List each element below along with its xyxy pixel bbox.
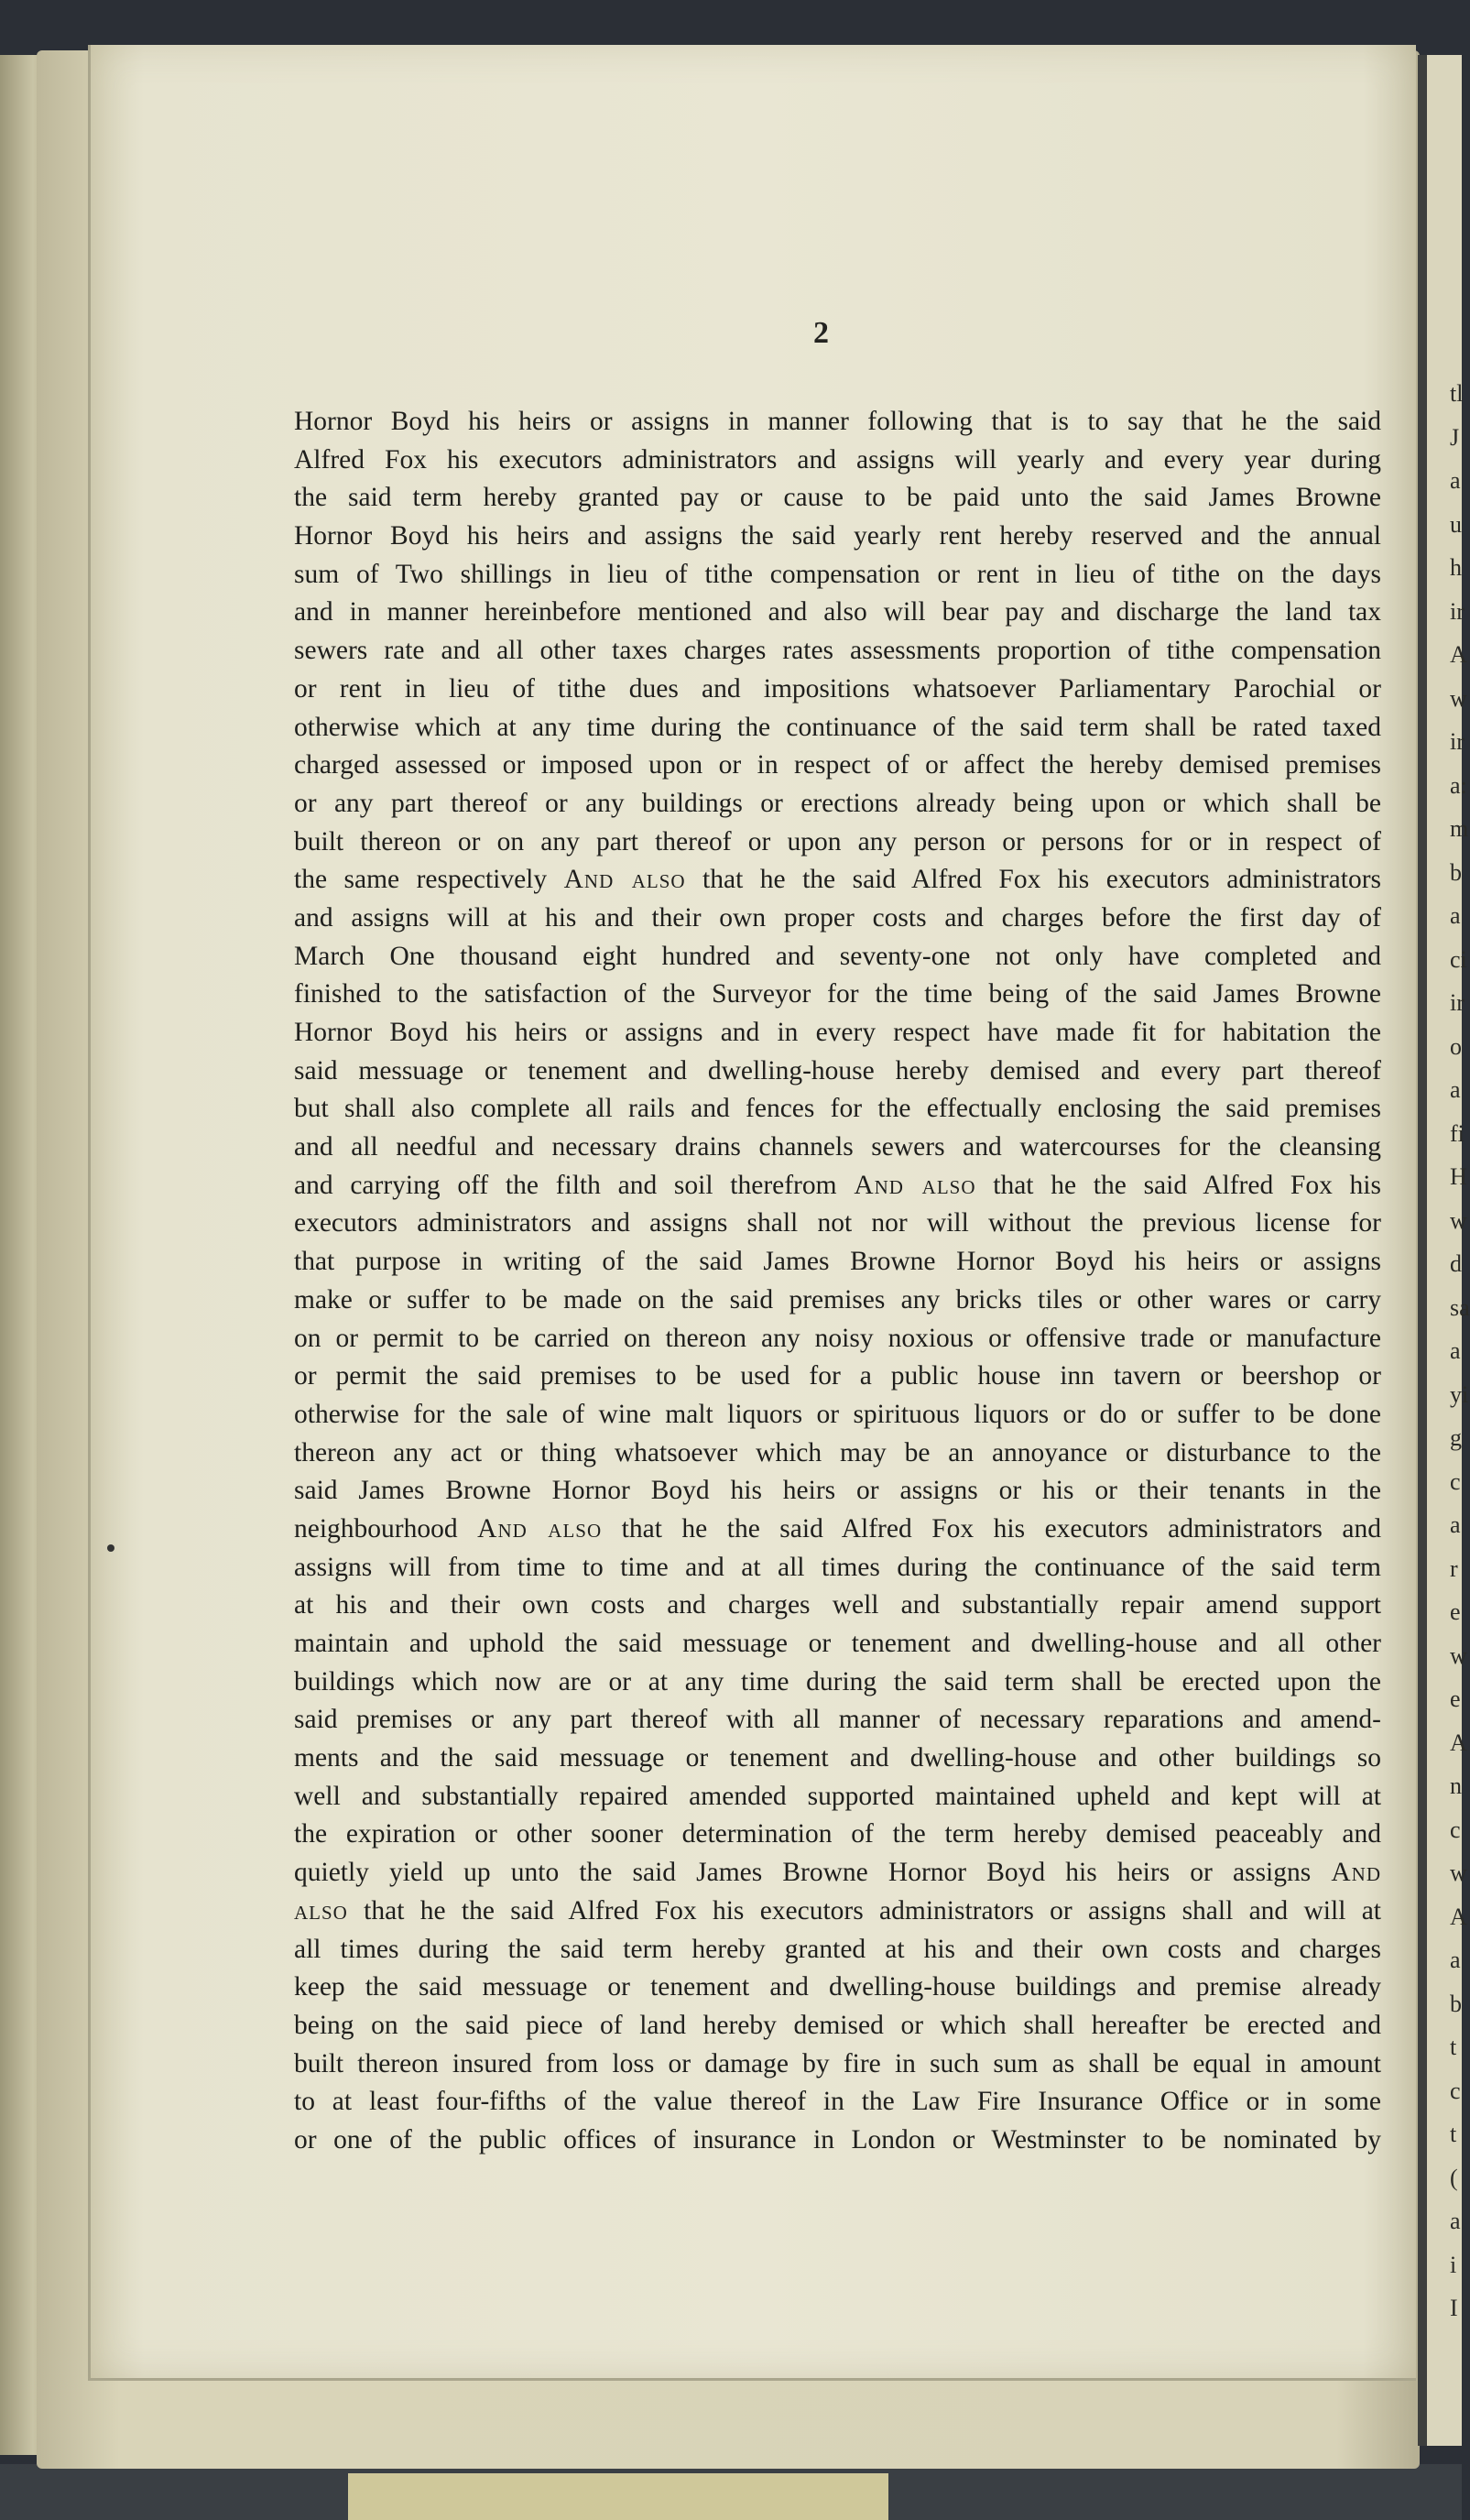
next-page-fragment: b	[1450, 1990, 1462, 2017]
next-page-fragment: yi	[1450, 1380, 1469, 1408]
text-line: said premises or any part thereof with all manner of necessary reparations and amend-	[294, 1705, 1381, 1735]
text-line: on or permit to be carried on thereon any noisy noxious or offensive trade or manufacture	[294, 1323, 1381, 1353]
text-line: said messuage or tenement and dwelling-house hereby demised and every part thereof	[294, 1055, 1381, 1085]
text-line: or one of the public offices of insurance in London or Westminster to be nominated by	[294, 2124, 1381, 2155]
text-line: that purpose in writing of the said James Browne Hornor Boyd his heirs or assigns	[294, 1247, 1381, 1277]
paper-tab	[348, 2473, 888, 2520]
next-page-fragment: ir	[1450, 989, 1465, 1016]
text-line: and in manner hereinbefore mentioned and also will bear pay and discharge the land tax	[294, 597, 1381, 627]
next-page-fragment: fi	[1450, 1119, 1465, 1147]
next-page-fragment: w	[1450, 1860, 1467, 1886]
next-page-fragment: t	[1450, 2034, 1457, 2060]
next-page-fragment: g	[1450, 1424, 1462, 1451]
next-page-fragment: a	[1450, 1076, 1461, 1103]
next-page-fragment: A	[1450, 1729, 1467, 1756]
text-line: at his and their own costs and charges well and substantially repair amend support	[294, 1590, 1381, 1620]
next-page-fragment: n	[1450, 1773, 1462, 1799]
text-line: March One thousand eight hundred and seventy-one not only have completed and	[294, 941, 1381, 971]
ink-mark	[107, 1544, 114, 1552]
text-line: or permit the said premises to be used for a public house inn tavern or beershop or	[294, 1361, 1381, 1391]
next-page-fragment: a	[1450, 1947, 1461, 1973]
next-page-fragment: b	[1450, 858, 1462, 886]
text-line: to at least four-fifths of the value thereof in the Law Fire Insurance Office or in some	[294, 2087, 1381, 2117]
next-page-fragment: A	[1450, 641, 1467, 668]
text-line: keep the said messuage or tenement and dwelling-house buildings and premise already	[294, 1972, 1381, 2002]
text-line: but shall also complete all rails and fences for the effectually enclosing the said premises	[294, 1094, 1381, 1124]
text-line: make or suffer to be made on the said premises any bricks tiles or other wares or carry	[294, 1284, 1381, 1315]
text-line: built thereon or on any part thereof or upon any person or persons for or in respect of	[294, 826, 1381, 856]
text-line: built thereon insured from loss or damage by fire in such sum as shall be equal in amount	[294, 2048, 1381, 2078]
text-line: all times during the said term hereby granted at his and their own costs and charges	[294, 1934, 1381, 1964]
next-page-fragment: u	[1450, 510, 1462, 538]
next-page-fragment: w	[1450, 684, 1467, 712]
next-page-fragment: d	[1450, 1250, 1462, 1277]
next-page-fragment: a:	[1450, 771, 1467, 799]
page-number: 2	[813, 316, 829, 350]
next-page-fragment: c	[1450, 1816, 1461, 1843]
document-body	[294, 403, 1381, 2160]
next-page-fragment: r	[1450, 1555, 1458, 1582]
text-line: sewers rate and all other taxes charges rates assessments proportion of tithe compensation	[294, 636, 1381, 666]
text-line: neighbourhood And also that he the said Alfred Fox his executors administrators and	[294, 1513, 1382, 1544]
text-line: quietly yield up unto the said James Browne Hornor Boyd his heirs or assigns And	[294, 1858, 1381, 1888]
text-line: assigns will from time to time and at all times during the continuance of the said term	[294, 1552, 1381, 1582]
text-line: the expiration or other sooner determination of the term hereby demised peaceably and	[294, 1819, 1381, 1849]
next-page-fragment: (	[1450, 2164, 1458, 2191]
next-page-fragment: i	[1450, 2251, 1457, 2278]
text-line: charged assessed or imposed upon or in respect of or affect the hereby demised premises	[294, 750, 1381, 780]
text-line: thereon any act or thing whatsoever which may be an annoyance or disturbance to the	[294, 1437, 1381, 1467]
text-line: otherwise for the sale of wine malt liquors or spirituous liquors or do or suffer to be done	[294, 1399, 1381, 1429]
next-page-fragment: a	[1450, 1337, 1461, 1364]
text-line: maintain and uphold the said messuage or tenement and dwelling-house and all other	[294, 1629, 1381, 1658]
next-page-fragment: ir	[1450, 597, 1465, 625]
text-line: Hornor Boyd his heirs and assigns the said yearly rent hereby reserved and the annual	[294, 521, 1381, 551]
text-line: Hornor Boyd his heirs or assigns in manner following that is to say that he the said	[294, 407, 1381, 436]
next-page-fragment: e	[1450, 1685, 1461, 1712]
text-line: finished to the satisfaction of the Surveyor for the time being of the said James Browne	[294, 979, 1381, 1009]
text-line: also that he the said Alfred Fox his executors administrators or assigns shall and will at	[294, 1895, 1381, 1925]
text-line: and assigns will at his and their own proper costs and charges before the first day of	[294, 902, 1381, 933]
text-line: being on the said piece of land hereby demised or which shall hereafter be erected and	[294, 2010, 1381, 2040]
next-page-fragment: w	[1450, 1206, 1467, 1234]
text-line: ments and the said messuage or tenement and dwelling-house and other buildings so	[294, 1743, 1381, 1773]
text-line: the said term hereby granted pay or cause to be paid unto the said James Browne	[294, 483, 1381, 513]
next-page-fragment: h	[1450, 554, 1462, 581]
next-page-fragment: ci	[1450, 945, 1467, 973]
text-line: the same respectively And also that he the said Alfred Fox his executors administrators	[294, 865, 1381, 895]
text-line: otherwise which at any time during the continuance of the said term shall be rated taxed	[294, 712, 1381, 742]
next-page-fragment: J	[1450, 423, 1460, 451]
next-page-fragment: o	[1450, 1032, 1462, 1060]
next-page-fragment: tl	[1450, 380, 1464, 407]
next-page-fragment: a	[1450, 467, 1461, 494]
next-page-fragment: H	[1450, 1163, 1467, 1190]
background-bottom	[0, 2464, 1462, 2520]
next-page-fragment: a	[1450, 2208, 1461, 2234]
next-page-fragment: c	[1450, 1467, 1461, 1495]
next-page-fragment: m	[1450, 815, 1469, 842]
next-page-fragment: sa	[1450, 1293, 1470, 1321]
text-line: executors administrators and assigns shall not nor will without the previous license for	[294, 1208, 1381, 1238]
text-line: buildings which now are or at any time during the said term shall be erected upon the	[294, 1666, 1381, 1696]
text-line: and all needful and necessary drains channels sewers and watercourses for the cleansing	[294, 1132, 1381, 1162]
text-line: well and substantially repaired amended supported maintained upheld and kept will at	[294, 1781, 1381, 1811]
next-page-fragment: a	[1450, 1511, 1461, 1538]
next-page-fragment: a	[1450, 902, 1461, 929]
next-page-fragment: ir	[1450, 728, 1465, 755]
text-line: Alfred Fox his executors administrators and assigns will yearly and every year during	[294, 444, 1381, 475]
text-line: or any part thereof or any buildings or erections already being upon or which shall be	[294, 788, 1381, 818]
next-page-fragment: w	[1450, 1642, 1467, 1669]
text-line: said James Browne Hornor Boyd his heirs or assigns or his or their tenants in the	[294, 1476, 1381, 1506]
text-line: sum of Two shillings in lieu of tithe compensation or rent in lieu of tithe on the days	[294, 559, 1381, 589]
text-line: and carrying off the filth and soil therefrom And also that he the said Alfred Fox his	[294, 1170, 1381, 1200]
next-page-fragment: e	[1450, 1598, 1461, 1625]
next-page-fragment: I	[1450, 2295, 1458, 2321]
text-line: Hornor Boyd his heirs or assigns and in every respect have made fit for habitation the	[294, 1018, 1381, 1047]
next-page-fragment: t	[1450, 2121, 1457, 2147]
next-page-fragment: c	[1450, 2077, 1461, 2104]
next-page-fragment: A	[1450, 1903, 1467, 1930]
text-line: or rent in lieu of tithe dues and impositions whatsoever Parliamentary Parochial or	[294, 673, 1381, 704]
